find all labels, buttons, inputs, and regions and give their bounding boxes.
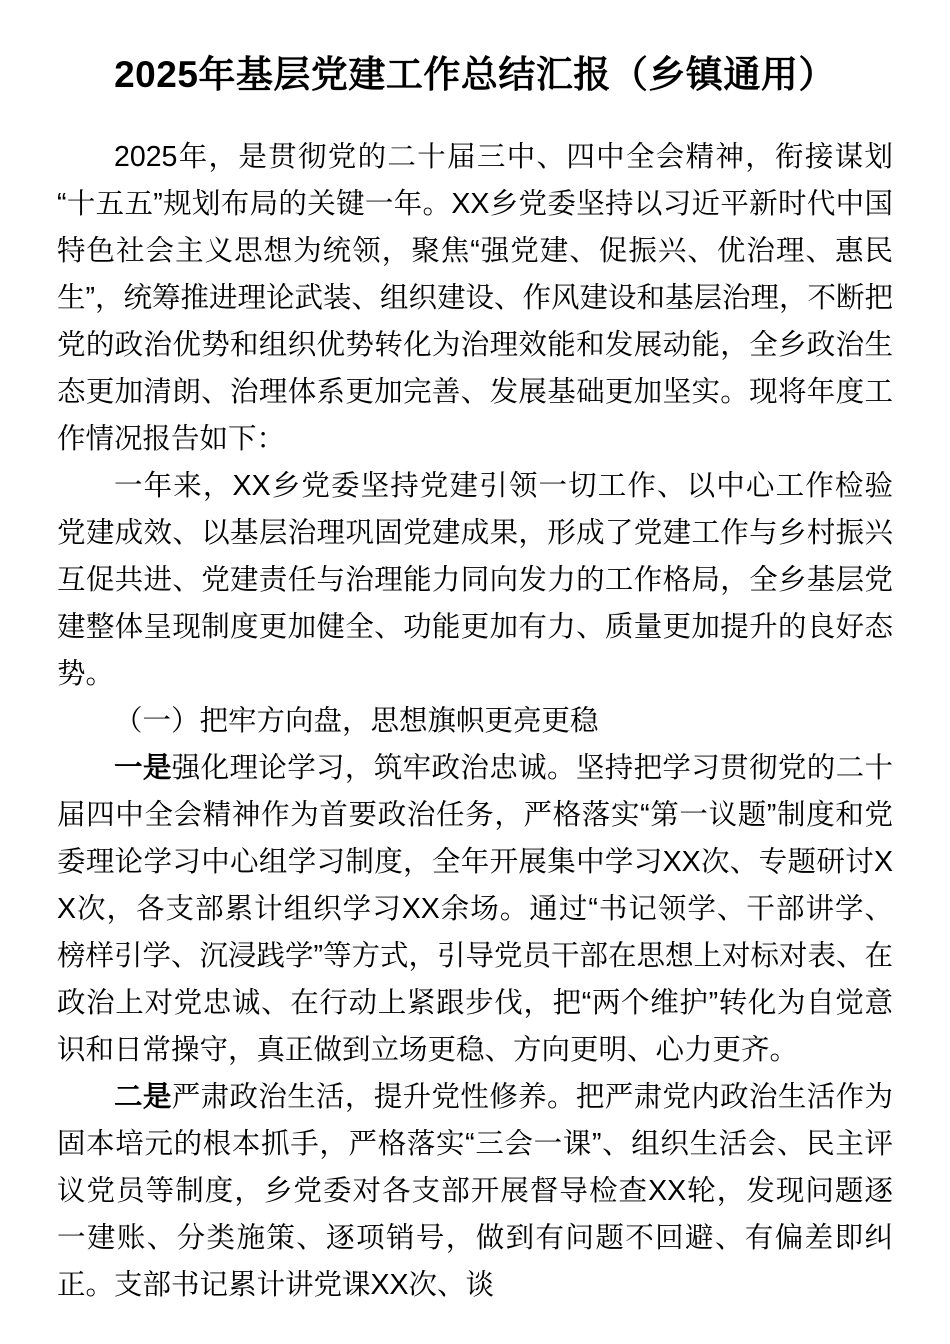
point-two-lead: 二是	[114, 1080, 172, 1113]
document-body	[57, 134, 893, 1309]
paragraph-intro: 2025年，是贯彻党的二十届三中、四中全会精神，衔接谋划“十五五”规划布局的关键一年。XX乡党委坚持以习近平新时代中国特色社会主义思想为统领，聚焦“强党建、促振兴、优治理、惠民生”，统筹推进理论武装、组织建设、作风建设和基层治理，不断把党的政治优势和组织优势转化为治理效能和发展动能，全乡政治生态更加清朗、治理体系更加完善、发展基础更加坚实。现将年度工作情况报告如下：	[57, 140, 893, 455]
point-two-text: 严肃政治生活，提升党性修养。把严肃党内政治生活作为固本培元的根本抓手，严格落实“三会一课”、组织生活会、民主评议党员等制度，乡党委对各支部开展督导检查XX轮，发现问题逐一建账、分类施策、逐项销号，做到有问题不回避、有偏差即纠正。支部书记累计讲党课XX次、谈	[57, 1080, 893, 1301]
paragraph-overview: 一年来，XX乡党委坚持党建引领一切工作、以中心工作检验党建成效、以基层治理巩固党建成果，形成了党建工作与乡村振兴互促共进、党建责任与治理能力同向发力的工作格局，全乡基层党建整体呈现制度更加健全、功能更加有力、质量更加提升的良好态势。	[57, 469, 893, 690]
paragraph-point-one	[57, 745, 893, 1074]
page-title: 2025年基层党建工作总结汇报（乡镇通用）	[114, 54, 836, 95]
paragraph-point-two	[57, 1074, 893, 1309]
section-heading-one: （一）把牢方向盘，思想旗帜更亮更稳	[114, 704, 599, 737]
point-one-text: 强化理论学习，筑牢政治忠诚。坚持把学习贯彻党的二十届四中全会精神作为首要政治任务，严格落实“第一议题”制度和党委理论学习中心组学习制度，全年开展集中学习XX次、专题研讨XX次，各支部累计组织学习XX余场。通过“书记领学、干部讲学、榜样引学、沉浸践学”等方式，引导党员干部在思想上对标对表、在政治上对党忠诚、在行动上紧跟步伐，把“两个维护”转化为自觉意识和日常操守，真正做到立场更稳、方向更明、心力更齐。	[57, 751, 893, 1066]
point-one-lead: 一是	[114, 751, 172, 784]
